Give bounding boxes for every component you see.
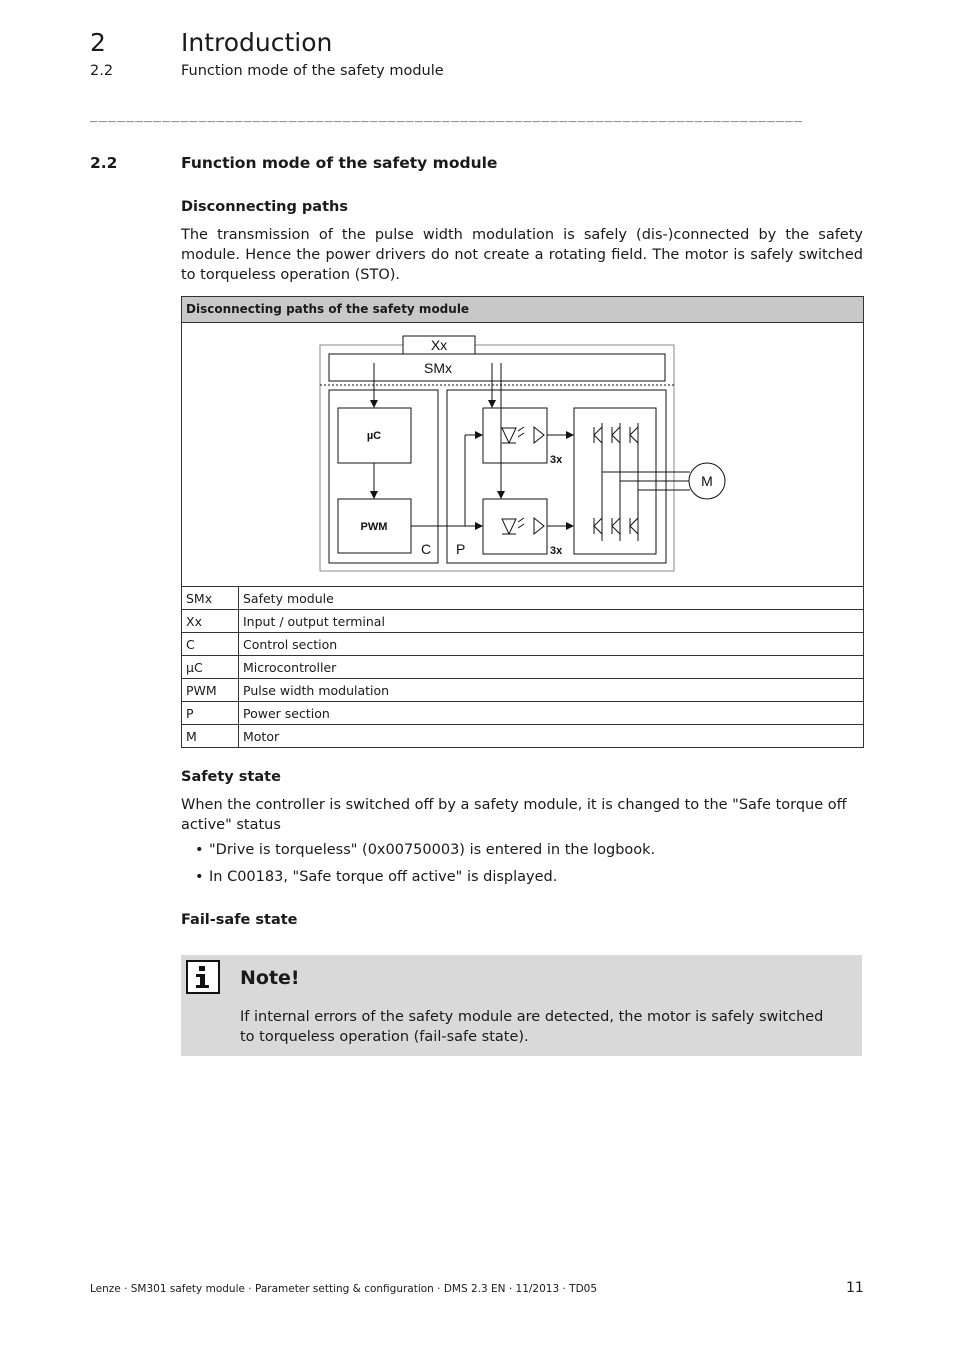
footer-text: Lenze · SM301 safety module · Parameter setting & configuration · DMS 2.3 EN · 11/2013 · TD05	[90, 1283, 598, 1295]
legend-key: P	[182, 702, 239, 725]
label-uc: µC	[366, 430, 382, 442]
igbt-bottom-row	[594, 518, 638, 534]
section-title: Function mode of the safety module	[181, 154, 498, 172]
section-number: 2.2	[90, 154, 118, 172]
header-divider: _______________________________________________________________________________	[90, 108, 804, 123]
legend-row	[182, 679, 863, 702]
legend-value: Safety module	[239, 587, 864, 610]
led-symbol-top	[502, 428, 516, 443]
header-section-title: Function mode of the safety module	[181, 63, 444, 79]
label-3x-top: 3x	[550, 454, 563, 466]
page-number: 11	[846, 1280, 864, 1296]
optocoupler-bottom-box	[483, 499, 547, 554]
label-pwm: PWM	[360, 521, 388, 533]
safety-state-text: When the controller is switched off by a safety module, it is changed to the "Safe torque off active" status	[181, 797, 847, 833]
legend-key: µC	[182, 656, 239, 679]
list-item	[195, 842, 655, 869]
chapter-title: Introduction	[181, 28, 333, 57]
chapter-number: 2	[90, 28, 106, 57]
bullet-symbol: •	[195, 869, 204, 885]
figure-box	[181, 296, 864, 748]
transistor-symbol-top	[534, 427, 544, 443]
smx-box	[329, 354, 665, 381]
legend-row	[182, 656, 863, 679]
transistor-symbol-bottom	[534, 518, 544, 534]
legend-row	[182, 633, 863, 656]
bullet-symbol: •	[195, 842, 204, 858]
legend-row	[182, 610, 863, 633]
legend-value: Motor	[239, 725, 864, 748]
label-3x-bottom: 3x	[550, 545, 563, 557]
block-diagram	[182, 323, 863, 586]
legend-row	[182, 725, 863, 748]
disconnecting-paths-text: The transmission of the pulse width modulation is safely (dis-)connected by the safety module. Hence the power drivers do not create a rotating field. The motor is safely switched to torqueless operation (STO).	[181, 227, 863, 283]
bullet-text: "Drive is torqueless" (0x00750003) is entered in the logbook.	[209, 842, 656, 858]
list-item	[195, 869, 655, 896]
label-smx: SMx	[424, 360, 452, 376]
legend-key: Xx	[182, 610, 239, 633]
control-section-box	[329, 390, 438, 563]
note-text: If internal errors of the safety module are detected, the motor is safely switched to torqueless operation (fail-safe state).	[240, 1009, 824, 1045]
info-icon	[186, 960, 220, 994]
led-symbol-bottom	[502, 519, 516, 534]
label-m: M	[701, 473, 713, 489]
legend-value: Power section	[239, 702, 864, 725]
label-p: P	[456, 541, 466, 557]
header-section-number: 2.2	[90, 63, 114, 79]
label-xx: Xx	[430, 337, 448, 353]
legend-value: Pulse width modulation	[239, 679, 864, 702]
power-section-box	[447, 390, 666, 563]
disconnecting-paths-heading: Disconnecting paths	[181, 199, 348, 215]
legend-value: Control section	[239, 633, 864, 656]
legend-key: PWM	[182, 679, 239, 702]
legend-row	[182, 587, 863, 610]
label-c: C	[421, 541, 432, 557]
bullet-text: In C00183, "Safe torque off active" is displayed.	[209, 869, 558, 885]
safety-state-bullets	[195, 842, 655, 896]
legend-table	[182, 586, 863, 747]
legend-key: SMx	[182, 587, 239, 610]
legend-key: M	[182, 725, 239, 748]
figure-diagram	[182, 323, 863, 586]
figure-caption: Disconnecting paths of the safety module	[182, 297, 863, 323]
legend-value: Microcontroller	[239, 656, 864, 679]
legend-row	[182, 702, 863, 725]
note-title: Note!	[240, 967, 300, 989]
optocoupler-top-box	[483, 408, 547, 463]
safety-state-heading: Safety state	[181, 769, 281, 785]
legend-key: C	[182, 633, 239, 656]
fail-safe-heading: Fail-safe state	[181, 912, 298, 928]
legend-value: Input / output terminal	[239, 610, 864, 633]
note-box	[181, 955, 862, 1056]
igbt-top-row	[594, 427, 638, 443]
